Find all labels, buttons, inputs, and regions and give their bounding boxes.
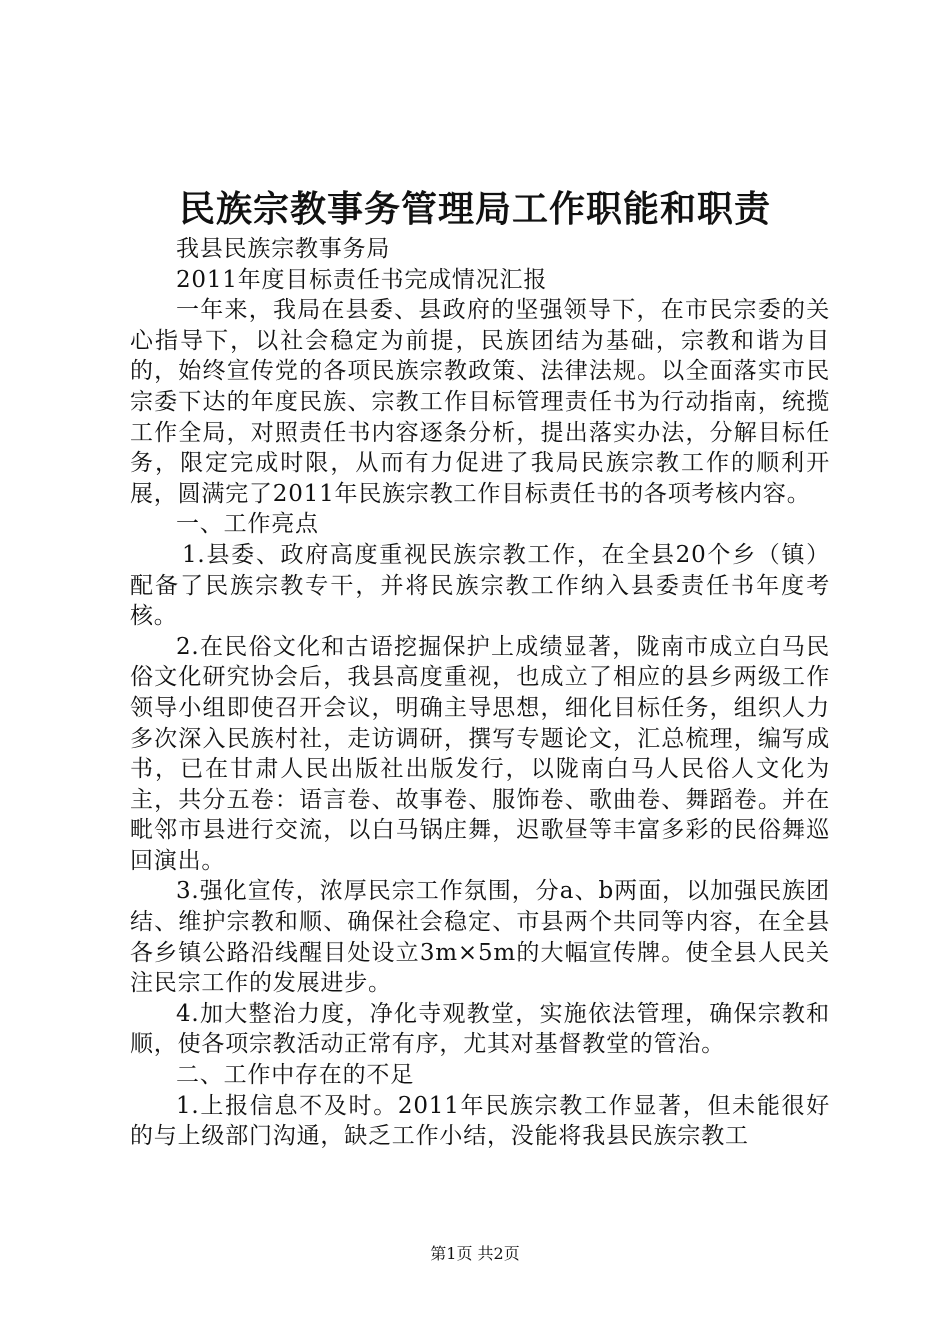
paragraph-highlight-4: 4.加大整治力度，净化寺观教堂，实施依法管理，确保宗教和顺，使各项宗教活动正常有序，尤其对基督教堂的管治。 <box>130 1000 830 1058</box>
paragraph-highlight-2: 2.在民俗文化和古语挖掘保护上成绩显著，陇南市成立白马民俗文化研究协会后，我县高度重视，也成立了相应的县乡两级工作领导小组即使召开会议，明确主导思想，细化目标任务，组织人力多次深入民族村社，走访调研，撰写专题论文，汇总梳理，编写成书，已在甘肃人民出版社出版发行，以陇南白马人民俗人文化为主，共分五卷：语言卷、故事卷、服饰卷、歌曲卷、舞蹈卷。并在毗邻市县进行交流，以白马锅庄舞，迟歌昼等丰富多彩的民俗舞巡回演出。 <box>130 633 830 874</box>
document-body <box>130 234 830 1152</box>
paragraph-intro: 一年来，我局在县委、县政府的坚强领导下，在市民宗委的关心指导下，以社会稳定为前提，民族团结为基础，宗教和谐为目的，始终宣传党的各项民族宗教政策、法律法规。以全面落实市民宗委下达的年度民族、宗教工作目标管理责任书为行动指南，统揽工作全局，对照责任书内容逐条分析，提出落实办法，分解目标任务，限定完成时限，从而有力促进了我局民族宗教工作的顺利开展，圆满完了2011年民族宗教工作目标责任书的各项考核内容。 <box>130 297 830 507</box>
page-footer: 第1页 共2页 <box>430 1244 520 1263</box>
paragraph-report-title: 2011年度目标责任书完成情况汇报 <box>176 266 548 293</box>
paragraph-shortcoming-1: 1.上报信息不及时。2011年民族宗教工作显著，但未能很好的与上级部门沟通，缺乏工作小结，没能将我县民族宗教工 <box>130 1092 830 1150</box>
document-title: 民族宗教事务管理局工作职能和职责 <box>178 188 771 230</box>
section-heading-shortcomings: 二、工作中存在的不足 <box>176 1062 414 1089</box>
paragraph-highlight-1: 1.县委、政府高度重视民族宗教工作，在全县20个乡（镇）配备了民族宗教专干，并将民族宗教工作纳入县委责任书年度考核。 <box>130 541 830 630</box>
section-heading-highlights: 一、工作亮点 <box>176 511 319 538</box>
paragraph-organization: 我县民族宗教事务局 <box>176 236 391 262</box>
paragraph-highlight-3: 3.强化宣传，浓厚民宗工作氛围，分a、b两面，以加强民族团结、维护宗教和顺、确保社会稳定、市县两个共同等内容，在全县各乡镇公路沿线醒目处设立3m×5m的大幅宣传牌。使全县人民关注民宗工作的发展进步。 <box>130 878 830 997</box>
